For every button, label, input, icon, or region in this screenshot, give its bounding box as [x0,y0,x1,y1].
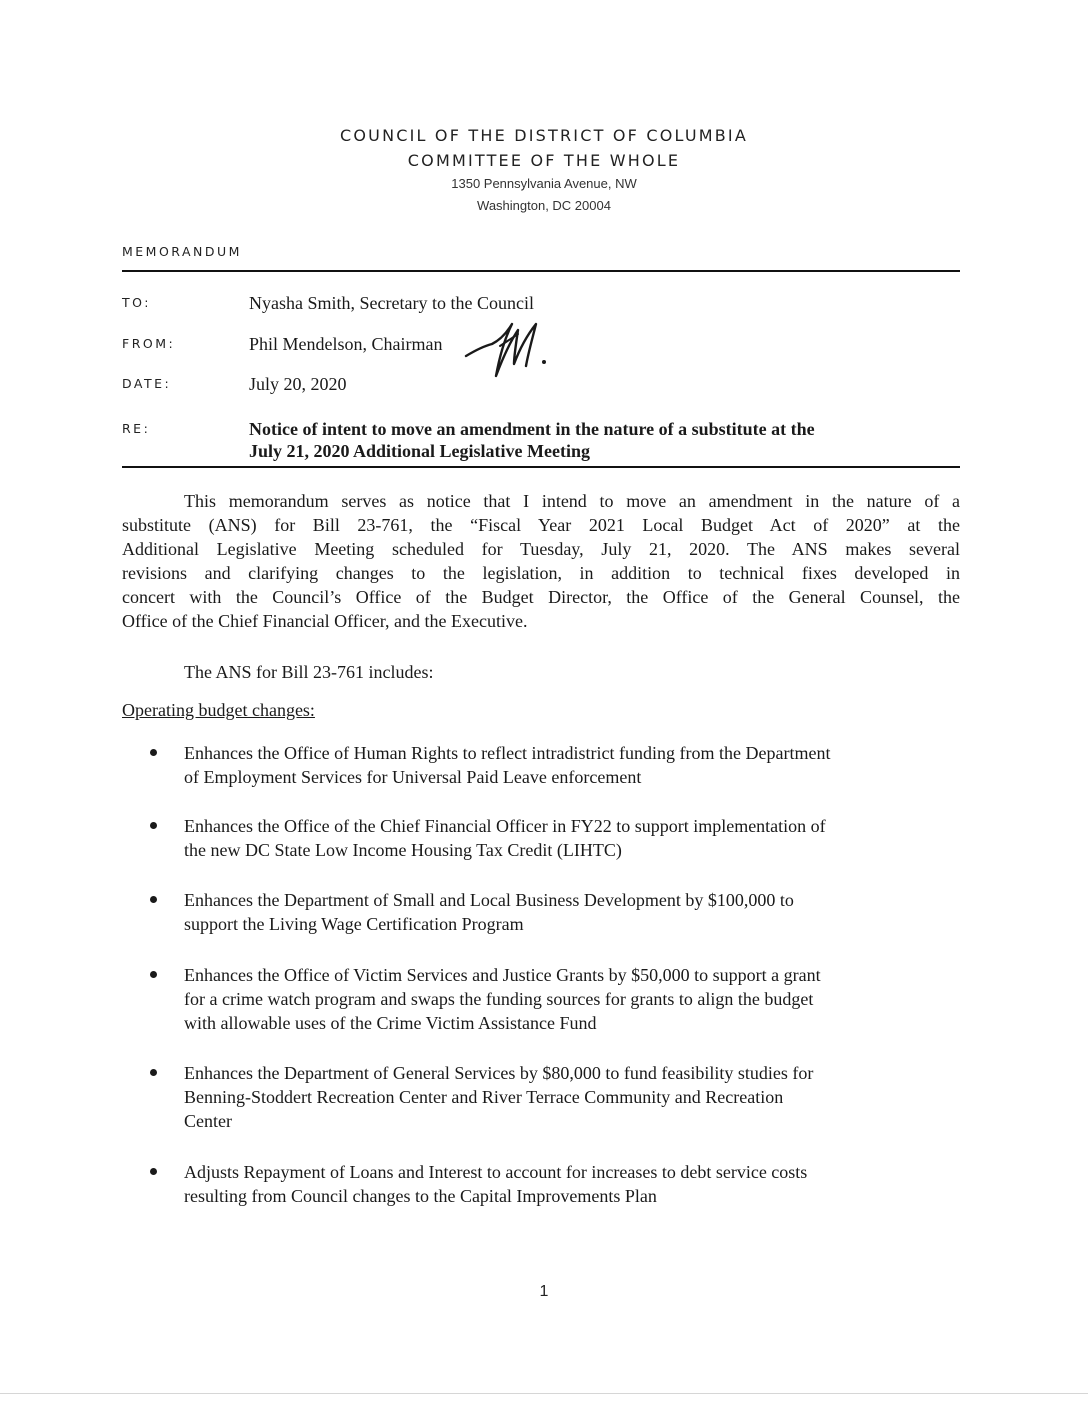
header-bottom-rule [122,466,960,468]
bullet-icon [150,896,157,903]
intro-paragraph [122,489,960,633]
to-label: TO: [122,295,151,310]
header-top-rule [122,270,960,272]
bullet-icon [150,749,157,756]
list-item-text: Enhances the Department of General Services by $80,000 to fund feasibility studies for Benning-Stoddert Recreation Center and River Terrace Community and Recreation Center [184,1063,814,1131]
operating-budget-heading: Operating budget changes: [122,700,315,720]
letterhead-committee: COMMITTEE OF THE WHOLE [407,151,681,170]
letterhead-street: 1350 Pennsylvania Avenue, NW [451,176,637,191]
intro-line: revisions and clarifying changes to the legislation, in addition to technical fixes developed in [122,563,960,583]
page-number: 1 [539,1283,549,1300]
bullet-icon [150,1168,157,1175]
bullet-icon [150,1069,157,1076]
list-item-text: Enhances the Office of Human Rights to reflect intradistrict funding from the Department of Employment Services for Universal Paid Leave enforcement [184,743,831,787]
list-item-text: Enhances the Office of Victim Services and Justice Grants by $50,000 to support a grant for a crime watch program and swaps the funding sources for grants to align the budget with allowable uses of the Crime Victim Assistance Fund [184,965,821,1033]
to-value: Nyasha Smith, Secretary to the Council [249,293,534,313]
intro-line: Additional Legislative Meeting scheduled for Tuesday, July 21, 2020. The ANS makes several [122,539,960,559]
from-value: Phil Mendelson, Chairman [249,334,443,354]
intro-line: concert with the Council’s Office of the Budget Director, the Office of the General Counsel, the [122,587,960,607]
chairman-signature [462,316,562,384]
list-item-text: Adjusts Repayment of Loans and Interest to account for increases to debt service costs resulting from Council changes to the Capital Improvements Plan [184,1162,808,1206]
scan-edge-line [0,1393,1088,1394]
memorandum-label: MEMORANDUM [122,244,242,259]
intro-line: Office of the Chief Financial Officer, and the Executive. [122,611,528,631]
re-label: RE: [122,421,151,436]
list-item-text: Enhances the Office of the Chief Financial Officer in FY22 to support implementation of the new DC State Low Income Housing Tax Credit (LIHTC) [184,816,826,860]
bullet-icon [150,822,157,829]
from-label: FROM: [122,336,176,351]
bullet-icon [150,971,157,978]
re-line-1: Notice of intent to move an amendment in the nature of a substitute at the [249,419,815,439]
re-line-2: July 21, 2020 Additional Legislative Meeting [249,441,591,461]
intro-line: substitute (ANS) for Bill 23-761, the “Fiscal Year 2021 Local Budget Act of 2020” at the [122,515,960,535]
intro-line: This memorandum serves as notice that I intend to move an amendment in the nature of a [184,491,960,511]
letterhead-city: Washington, DC 20004 [477,198,611,213]
date-value: July 20, 2020 [249,374,347,394]
date-label: DATE: [122,376,172,391]
list-item-text: Enhances the Department of Small and Local Business Development by $100,000 to support the Living Wage Certification Program [184,890,794,934]
letterhead-council: COUNCIL OF THE DISTRICT OF COLUMBIA [340,126,748,145]
includes-paragraph: The ANS for Bill 23-761 includes: [184,662,434,682]
